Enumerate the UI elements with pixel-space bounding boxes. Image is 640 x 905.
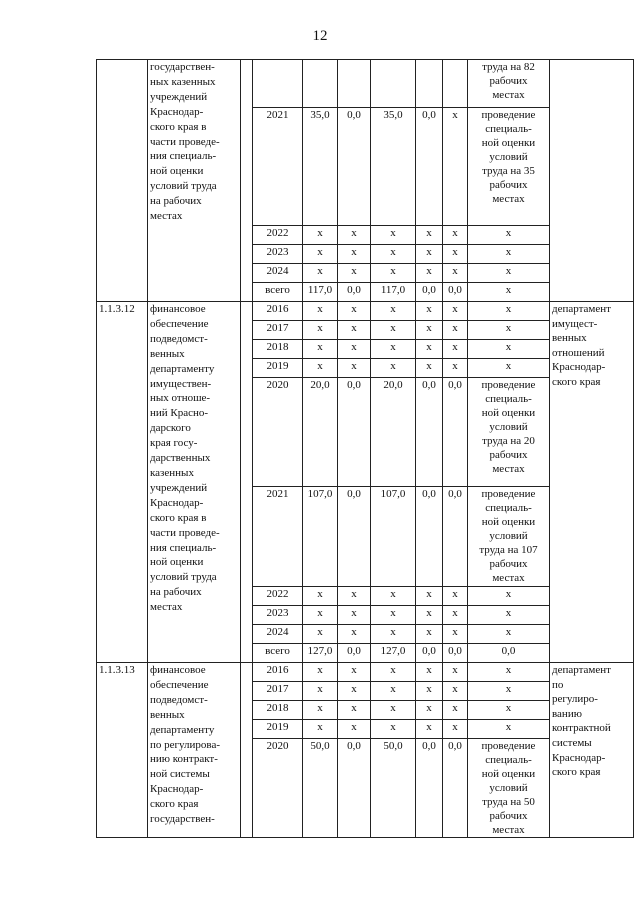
result-cell [468, 359, 550, 378]
local-budget-cell: x [416, 340, 443, 359]
year-cell: всего [253, 644, 303, 663]
activity-number: 1.1.3.13 [97, 663, 148, 838]
text-line: ной оценки [481, 407, 536, 419]
year-cell: 2023 [253, 245, 303, 264]
local-budget-cell: 0,0 [416, 644, 443, 663]
text-line: рабочих [489, 558, 528, 570]
text-line: ных отноше- [150, 392, 211, 405]
text-line: местах [492, 463, 525, 475]
activity-description [148, 302, 241, 663]
text-line: ского края [150, 798, 199, 811]
text-line: ной оценки [150, 556, 204, 569]
result-cell [468, 487, 550, 587]
text-line: венных [150, 708, 185, 721]
table-row [97, 60, 634, 108]
text-line: труда на 50 [482, 796, 535, 808]
activity-number: 1.1.3.12 [97, 302, 148, 663]
extrabudget-cell: x [443, 606, 468, 625]
federal-budget-cell: x [338, 587, 371, 606]
text-line: x [505, 588, 512, 600]
regional-budget-cell: 35,0 [371, 108, 416, 226]
local-budget-cell: x [416, 720, 443, 739]
local-budget-cell: x [416, 701, 443, 720]
regional-budget-cell: x [371, 264, 416, 283]
text-line: государствен- [150, 61, 215, 73]
total-amount-cell: x [303, 340, 338, 359]
text-line: ний Красно- [150, 407, 209, 420]
text-line: специаль- [485, 754, 532, 766]
total-amount-cell: x [303, 606, 338, 625]
text-line: ных казенных [150, 75, 216, 88]
text-line: труда на 107 [479, 544, 538, 556]
federal-budget-cell: x [338, 701, 371, 720]
text-line: рабочих [489, 810, 528, 822]
total-amount-cell: x [303, 720, 338, 739]
text-line: ния специаль- [150, 150, 217, 163]
extrabudget-cell: 0,0 [443, 283, 468, 302]
extrabudget-cell: x [443, 321, 468, 340]
local-budget-cell: 0,0 [416, 487, 443, 587]
extrabudget-cell: x [443, 625, 468, 644]
result-cell [468, 302, 550, 321]
text-line: проведение [481, 109, 536, 121]
extrabudget-cell: x [443, 226, 468, 245]
text-line: Краснодар- [552, 361, 606, 374]
extrabudget-cell: x [443, 663, 468, 682]
total-amount-cell: x [303, 625, 338, 644]
year-cell: 2018 [253, 701, 303, 720]
regional-budget-cell: x [371, 302, 416, 321]
local-budget-cell: x [416, 226, 443, 245]
text-line: Краснодар- [150, 783, 204, 796]
total-amount-cell: x [303, 587, 338, 606]
regional-budget-cell: 107,0 [371, 487, 416, 587]
total-amount-cell: x [303, 321, 338, 340]
federal-budget-cell: x [338, 606, 371, 625]
extrabudget-cell: x [443, 302, 468, 321]
text-line: рабочих [489, 449, 528, 461]
extrabudget-cell: x [443, 245, 468, 264]
local-budget-cell: x [416, 625, 443, 644]
activity-number [97, 60, 148, 302]
text-line: труда на 35 [482, 165, 535, 177]
status-cell [241, 60, 253, 302]
text-line: x [505, 683, 512, 695]
extrabudget-cell [443, 60, 468, 108]
total-amount-cell: 35,0 [303, 108, 338, 226]
result-cell [468, 340, 550, 359]
text-line: x [505, 626, 512, 638]
table-row [97, 663, 634, 682]
text-line: имущест- [552, 317, 598, 330]
federal-budget-cell: 0,0 [338, 644, 371, 663]
total-amount-cell: x [303, 245, 338, 264]
year-cell: 2019 [253, 720, 303, 739]
local-budget-cell: 0,0 [416, 739, 443, 838]
extrabudget-cell: 0,0 [443, 487, 468, 587]
program-activities-table [96, 59, 634, 838]
result-cell [468, 720, 550, 739]
result-cell [468, 283, 550, 302]
text-line: условий [489, 782, 528, 794]
year-cell: 2016 [253, 302, 303, 321]
text-line: части проведе- [150, 526, 220, 539]
total-amount-cell: 20,0 [303, 378, 338, 487]
text-line: Краснодар- [150, 105, 204, 118]
result-cell [468, 682, 550, 701]
text-line: специаль- [485, 502, 532, 514]
text-line: ванию [552, 707, 582, 720]
extrabudget-cell: x [443, 264, 468, 283]
local-budget-cell: x [416, 321, 443, 340]
federal-budget-cell: 0,0 [338, 739, 371, 838]
result-cell [468, 606, 550, 625]
text-line: по [552, 678, 564, 691]
text-line: ния специаль- [150, 541, 217, 554]
text-line: ной оценки [481, 768, 536, 780]
text-line: рабочих [489, 75, 528, 87]
text-line: учреждений [150, 481, 208, 494]
extrabudget-cell: x [443, 720, 468, 739]
text-line: финансовое [150, 303, 206, 315]
federal-budget-cell: x [338, 359, 371, 378]
total-amount-cell [303, 60, 338, 108]
result-cell [468, 60, 550, 108]
text-line: местах [492, 89, 525, 101]
text-line: x [505, 322, 512, 334]
text-line: ского края [552, 375, 601, 388]
text-line: x [505, 303, 512, 315]
text-line: x [505, 702, 512, 714]
text-line: местах [492, 572, 525, 584]
federal-budget-cell: 0,0 [338, 108, 371, 226]
total-amount-cell: 127,0 [303, 644, 338, 663]
result-cell [468, 739, 550, 838]
year-cell: 2018 [253, 340, 303, 359]
extrabudget-cell: x [443, 701, 468, 720]
text-line: казенных [150, 466, 194, 479]
text-line: x [505, 664, 512, 676]
federal-budget-cell: x [338, 682, 371, 701]
year-cell: 2022 [253, 226, 303, 245]
text-line: ной оценки [481, 137, 536, 149]
text-line: департамент [552, 664, 611, 676]
year-cell: 2017 [253, 682, 303, 701]
year-cell: 2020 [253, 378, 303, 487]
total-amount-cell: 117,0 [303, 283, 338, 302]
federal-budget-cell: x [338, 245, 371, 264]
text-line: 0,0 [501, 645, 516, 657]
text-line: труда на 82 [482, 61, 535, 73]
text-line: департамент [552, 303, 611, 315]
text-line: ной системы [150, 768, 210, 781]
text-line: специаль- [485, 123, 532, 135]
federal-budget-cell: x [338, 302, 371, 321]
text-line: края госу- [150, 437, 198, 450]
result-cell [468, 245, 550, 264]
federal-budget-cell: x [338, 720, 371, 739]
text-line: x [505, 360, 512, 372]
local-budget-cell: x [416, 587, 443, 606]
federal-budget-cell: x [338, 663, 371, 682]
local-budget-cell: x [416, 606, 443, 625]
year-cell: 2023 [253, 606, 303, 625]
extrabudget-cell: x [443, 682, 468, 701]
text-line: ского края в [150, 120, 207, 133]
activity-description [148, 663, 241, 838]
local-budget-cell: x [416, 264, 443, 283]
text-line: подведомст- [150, 693, 208, 706]
text-line: условий [489, 530, 528, 542]
text-line: отношений [552, 346, 605, 359]
local-budget-cell: x [416, 663, 443, 682]
text-line: регулиро- [552, 693, 598, 706]
extrabudget-cell: 0,0 [443, 739, 468, 838]
text-line: ной оценки [150, 165, 204, 178]
activity-description [148, 60, 241, 302]
text-line: дарственных [150, 452, 211, 465]
executor-cell [550, 663, 634, 838]
extrabudget-cell: x [443, 587, 468, 606]
text-line: специаль- [485, 393, 532, 405]
text-line: условий труда [150, 571, 217, 584]
regional-budget-cell: 117,0 [371, 283, 416, 302]
text-line: обеспечение [150, 317, 209, 330]
extrabudget-cell: x [443, 340, 468, 359]
total-amount-cell: x [303, 302, 338, 321]
executor-cell [550, 302, 634, 663]
text-line: дарского [150, 422, 191, 435]
federal-budget-cell: x [338, 226, 371, 245]
text-line: x [505, 265, 512, 277]
text-line: контрактной [552, 722, 611, 735]
text-line: условий [489, 421, 528, 433]
text-line: проведение [481, 740, 536, 752]
regional-budget-cell: x [371, 245, 416, 264]
extrabudget-cell: 0,0 [443, 378, 468, 487]
result-cell [468, 663, 550, 682]
regional-budget-cell: x [371, 682, 416, 701]
text-line: x [505, 341, 512, 353]
text-line: венных [552, 332, 587, 345]
text-line: департаменту [150, 723, 215, 736]
result-cell [468, 378, 550, 487]
text-line: учреждений [150, 90, 208, 103]
extrabudget-cell: x [443, 359, 468, 378]
regional-budget-cell: x [371, 359, 416, 378]
text-line: на рабочих [150, 586, 202, 599]
text-line: труда на 20 [482, 435, 535, 447]
result-cell [468, 625, 550, 644]
regional-budget-cell: x [371, 340, 416, 359]
status-cell [241, 302, 253, 663]
regional-budget-cell: x [371, 663, 416, 682]
extrabudget-cell: x [443, 108, 468, 226]
result-cell [468, 644, 550, 663]
total-amount-cell: x [303, 682, 338, 701]
text-line: нию контракт- [150, 753, 218, 766]
text-line: местах [492, 824, 525, 836]
regional-budget-cell: x [371, 321, 416, 340]
text-line: на рабочих [150, 195, 202, 208]
result-cell [468, 587, 550, 606]
federal-budget-cell: 0,0 [338, 283, 371, 302]
regional-budget-cell: x [371, 720, 416, 739]
year-cell: 2016 [253, 663, 303, 682]
extrabudget-cell: 0,0 [443, 644, 468, 663]
year-cell: 2024 [253, 625, 303, 644]
year-cell: 2019 [253, 359, 303, 378]
federal-budget-cell: 0,0 [338, 378, 371, 487]
text-line: Краснодар- [552, 751, 606, 764]
text-line: местах [492, 193, 525, 205]
table-row [97, 302, 634, 321]
text-line: подведомст- [150, 332, 208, 345]
total-amount-cell: x [303, 701, 338, 720]
local-budget-cell: 0,0 [416, 378, 443, 487]
federal-budget-cell: x [338, 340, 371, 359]
status-cell [241, 663, 253, 838]
local-budget-cell: x [416, 245, 443, 264]
regional-budget-cell: x [371, 606, 416, 625]
text-line: x [505, 607, 512, 619]
federal-budget-cell: 0,0 [338, 487, 371, 587]
total-amount-cell: x [303, 226, 338, 245]
total-amount-cell: x [303, 264, 338, 283]
regional-budget-cell: 127,0 [371, 644, 416, 663]
text-line: условий труда [150, 180, 217, 193]
text-line: проведение [481, 488, 536, 500]
total-amount-cell: x [303, 359, 338, 378]
regional-budget-cell: x [371, 226, 416, 245]
regional-budget-cell: x [371, 587, 416, 606]
year-cell: 2017 [253, 321, 303, 340]
regional-budget-cell [371, 60, 416, 108]
year-cell [253, 60, 303, 108]
year-cell: всего [253, 283, 303, 302]
federal-budget-cell: x [338, 264, 371, 283]
text-line: x [505, 246, 512, 258]
local-budget-cell: 0,0 [416, 283, 443, 302]
year-cell: 2020 [253, 739, 303, 838]
text-line: обеспечение [150, 678, 209, 691]
total-amount-cell: 107,0 [303, 487, 338, 587]
federal-budget-cell: x [338, 625, 371, 644]
result-cell [468, 226, 550, 245]
text-line: имуществен- [150, 377, 212, 390]
result-cell [468, 264, 550, 283]
text-line: ского края в [150, 511, 207, 524]
local-budget-cell [416, 60, 443, 108]
text-line: Краснодар- [150, 496, 204, 509]
text-line: государствен- [150, 813, 215, 826]
regional-budget-cell: x [371, 701, 416, 720]
text-line: системы [552, 736, 592, 749]
year-cell: 2024 [253, 264, 303, 283]
text-line: части проведе- [150, 135, 220, 148]
text-line: местах [150, 601, 183, 614]
local-budget-cell: x [416, 302, 443, 321]
total-amount-cell: 50,0 [303, 739, 338, 838]
result-cell [468, 108, 550, 226]
page-number: 12 [312, 28, 328, 44]
text-line: департаменту [150, 362, 215, 375]
year-cell: 2021 [253, 108, 303, 226]
text-line: ной оценки [481, 516, 536, 528]
text-line: финансовое [150, 664, 206, 676]
federal-budget-cell: x [338, 321, 371, 340]
text-line: рабочих [489, 179, 528, 191]
text-line: местах [150, 210, 183, 223]
regional-budget-cell: x [371, 625, 416, 644]
federal-budget-cell [338, 60, 371, 108]
text-line: венных [150, 347, 185, 360]
text-line: по регулирова- [150, 738, 221, 751]
regional-budget-cell: 20,0 [371, 378, 416, 487]
text-line: x [505, 284, 512, 296]
total-amount-cell: x [303, 663, 338, 682]
result-cell [468, 321, 550, 340]
text-line: условий [489, 151, 528, 163]
result-cell [468, 701, 550, 720]
year-cell: 2021 [253, 487, 303, 587]
local-budget-cell: x [416, 359, 443, 378]
text-line: x [505, 227, 512, 239]
executor-cell [550, 60, 634, 302]
local-budget-cell: x [416, 682, 443, 701]
year-cell: 2022 [253, 587, 303, 606]
regional-budget-cell: 50,0 [371, 739, 416, 838]
text-line: проведение [481, 379, 536, 391]
text-line: x [505, 721, 512, 733]
text-line: ского края [552, 766, 601, 779]
local-budget-cell: 0,0 [416, 108, 443, 226]
